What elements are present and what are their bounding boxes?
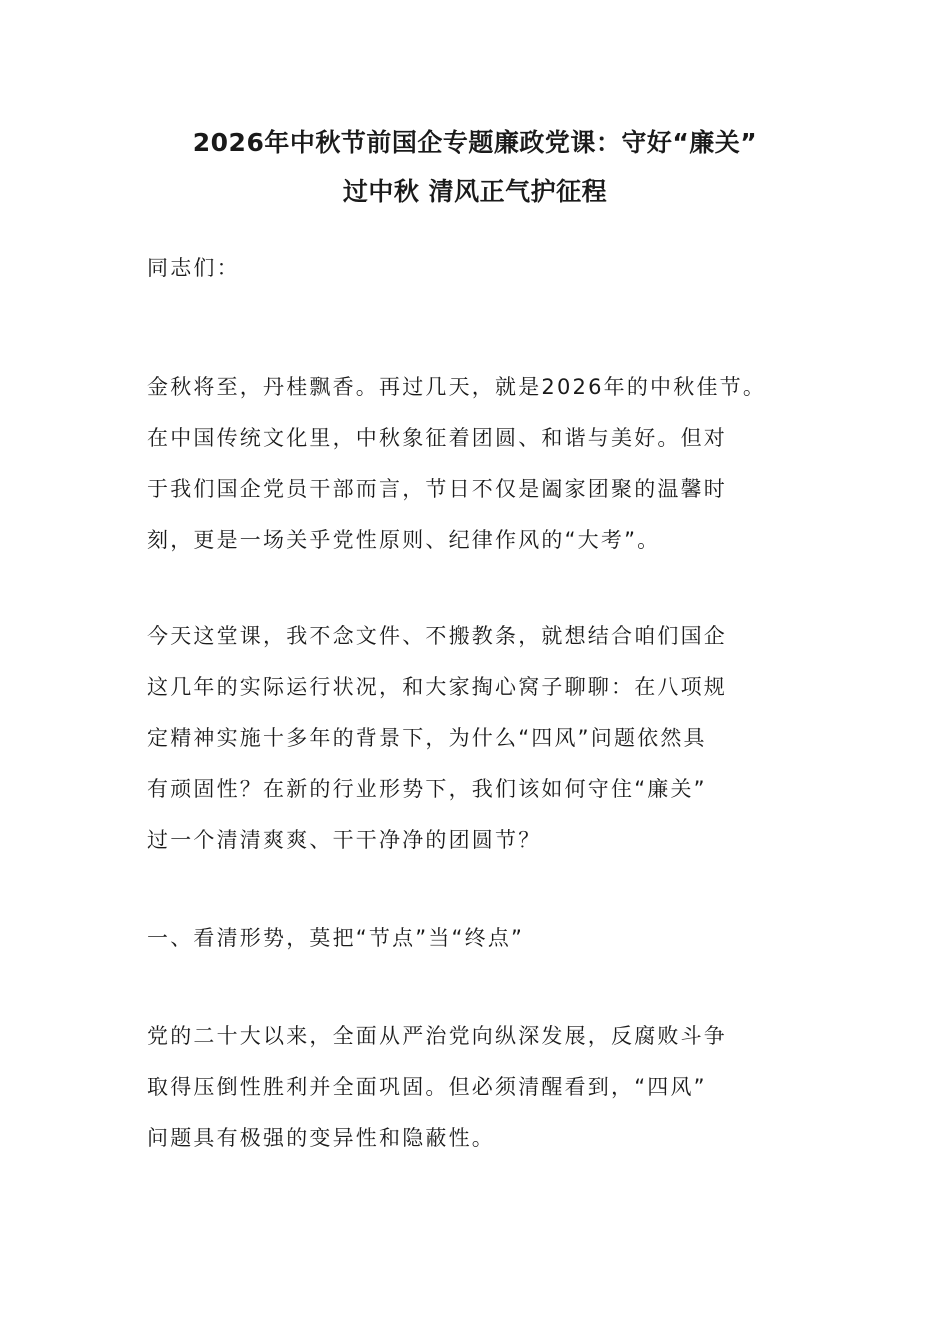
text-line: 问题具有极强的变异性和隐蔽性。 bbox=[147, 1126, 495, 1150]
text-line: 在中国传统文化里，中秋象征着团圆、和谐与美好。但对 bbox=[147, 426, 727, 450]
body-paragraph-3 bbox=[147, 1011, 837, 1164]
text-line: 于我们国企党员干部而言，节日不仅是阖家团聚的温馨时 bbox=[147, 477, 727, 501]
body-paragraph-2 bbox=[147, 611, 837, 866]
text-line: 有顽固性？在新的行业形势下，我们该如何守住“廉关” bbox=[147, 777, 707, 801]
text-line: 这几年的实际运行状况，和大家掏心窝子聊聊：在八项规 bbox=[147, 675, 727, 699]
text-line: 一、看清形势，莫把“节点”当“终点” bbox=[147, 926, 525, 950]
section-heading-1 bbox=[147, 913, 837, 964]
text-line: 取得压倒性胜利并全面巩固。但必须清醒看到，“四风” bbox=[147, 1075, 707, 1099]
salutation-paragraph bbox=[147, 243, 837, 294]
text-line: 今天这堂课，我不念文件、不搬教条，就想结合咱们国企 bbox=[147, 624, 727, 648]
text-line: 刻，更是一场关乎党性原则、纪律作风的“大考”。 bbox=[147, 528, 661, 552]
text-line: 党的二十大以来，全面从严治党向纵深发展，反腐败斗争 bbox=[147, 1024, 727, 1048]
document-title-line-2: 过中秋 清风正气护征程 bbox=[342, 177, 608, 206]
text-line: 定精神实施十多年的背景下，为什么“四风”问题依然具 bbox=[147, 726, 707, 750]
text-line: 金秋将至，丹桂飘香。再过几天，就是2026年的中秋佳节。 bbox=[147, 375, 767, 399]
body-paragraph-1 bbox=[147, 362, 837, 566]
text-line: 同志们： bbox=[147, 256, 240, 280]
document-title-line-1: 2026年中秋节前国企专题廉政党课：守好“廉关” bbox=[192, 128, 758, 157]
text-line: 过一个清清爽爽、干干净净的团圆节？ bbox=[147, 828, 542, 852]
